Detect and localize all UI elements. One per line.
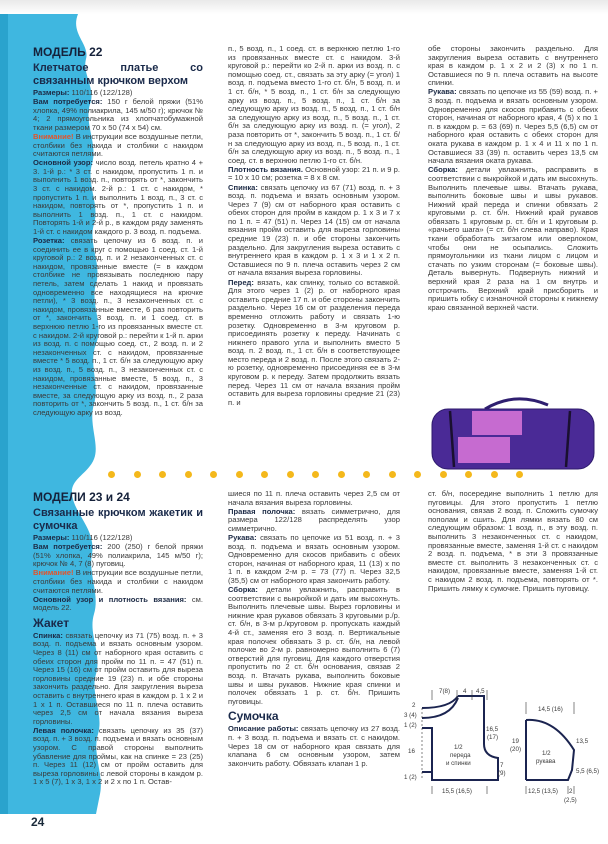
separator-dot	[414, 471, 421, 478]
body-label-1: 1/2	[454, 744, 463, 751]
dim-right-b: (17)	[487, 734, 499, 741]
left-front-continued: шиеся по 11 п. плеча оставить через 2,5 см от начала вязания выреза горловины.	[228, 489, 400, 507]
model23-column-2	[228, 490, 400, 769]
warning-label: Внимание!	[33, 131, 74, 141]
model23-column-1	[33, 490, 203, 788]
sleeve-dim-right-a: 13,5	[576, 738, 589, 745]
assembly-text: детали увлажнить, расправить в соответствии с выкройкой и дать им высохнуть. Выполнить плечевые швы. Втачать рукава, выполнить боковые швы и швы рукавов. Нижний край переда и спинки обвязать 2 круговыми р. ст. б/н. Нижний край рукавов обвязать 1 круговым р. ст. б/н и 1 круговым р. «рачьего шага» (= ст. б/н слева направо). Края ткани обработать зигзагом или оверлоком, чтобы они не осыпались. Сложить прямоугольники из ткани лицом с лицом и стачать по узким сторонам (= боковые швы). Деталь вывернуть. Подвернуть нижний и верхний края 2 раза на 1 см внутрь и отстрочить. Верхний край присборить и пришить юбку с изнаночной стороны к нижнему краю связанной верхней части.	[428, 165, 598, 312]
bag-continued: ст. б/н, посередине выполнить 1 петлю для пуговицы. Для этого пропустить 1 петлю основания, связав 2 возд. п. Сложить сумочку пополам и сшить. Для лямки вязать 80 см следующим образом: 1 возд. п., в эту возд. п. выполнить 3 незаконченных ст. с накидом, провязанные вместе, заменяя 1-й ст. с накидом 2 возд. п. подъема, * в эти 3 провязанные вместе ст. выполнить 3 незаконченных ст. с накидом, провязанные вместе, заменяя 1-й ст. с накидом 2 возд. п. подъема, повторять от *. Пришить лямку к сумочке. Пришить пуговицу.	[428, 489, 598, 593]
rosette-text: связать цепочку из 6 возд. п. и соединить ее в круг с помощью 1 соед. ст. 1-й круговой р.: 2 возд. п. и 2 незаконченных ст. с накидом, провязанные вместе (= в каждом столбике не провязывать последнюю пару петель, затем сделать 1 накид и провязать одновременно все находящиеся на крючке петли), * 3 возд. п., 3 незаконченных ст. с накидом, провязанные вместе, 6 раз повторить от *, закончить 3 возд. п. и 1 соед. ст. в верхнюю петлю 1-го из провязанных вместе ст. с накидом. 2-й круговой р.: перейти к 1-й п. арки из возд. п. с помощью соед. ст., 2 возд. п. и 2 незаконченных ст. с накидом, провязанные вместе * 5 возд. п., 1 ст. б/н за следующую арку из возд. п., 5 возд. п., 3 незаконченных ст. с накидом, провязанные вместе, 5 возд. п., 3 незаконченные ст. с накидом, провязанные вместе, за следующую арку из возд. п., 2 раза повторить от *, закончить 5 возд. п., 1 ст. б/н за следующую арку из возд.	[33, 236, 203, 417]
sleeves-text: связать по цепочке из 51 возд. п. + 3 возд. п. подъема и вязать основным узором. Одновременно для скосов прибавить с обеих сторон, начиная от наборного края, 11 (13) х по 1 п. в каждом 2-м р. = 73 (77) п. Через 32,5 (35,5) см от наборного края закончить работу.	[228, 532, 400, 585]
separator-dot	[134, 471, 141, 478]
assembly-label: Сборка:	[428, 165, 458, 175]
sizes-label: Размеры:	[33, 533, 70, 542]
model22-title: Клетчатое платье со связанным крючком верхом	[33, 62, 203, 87]
model22-column-2	[228, 45, 400, 408]
dim-top-c: 4,5	[476, 688, 485, 695]
warning-text: В инструкции все воздушные петли, столбики без накида и столбики с накидом считаются петлями.	[33, 131, 203, 159]
separator-dot	[491, 471, 498, 478]
rosette-label: Розетка:	[33, 236, 65, 246]
sleeves-label: Рукава:	[428, 87, 457, 97]
separator-dot	[236, 471, 243, 478]
sleeve-dim-left-a: 19	[512, 738, 519, 745]
materials-label: Вам потребуется:	[33, 97, 103, 107]
separator-dot	[516, 471, 523, 478]
back-label: Спинка:	[228, 182, 258, 192]
sleeve-dim-right-b: 5,5 (6,5)	[576, 768, 600, 775]
back-label: Спинка:	[33, 630, 63, 640]
separator-dot	[108, 471, 115, 478]
dim-left-d: 16	[408, 748, 415, 755]
pattern-scheme	[402, 688, 608, 808]
rosette-continued: п., 5 возд. п., 1 соед. ст. в верхнюю петлю 1-го из провязанных вместе ст. с накидом. 3-й круговой р.: перейти ко 2-й п. арки из возд. п. с помощью соед. ст., связать за эту арку (= угол) 1 возд. п. подъема вместо 1-го ст. б/н, 5 возд. п. и 1 ст. б/н, * 5 возд. п., 1 ст. б/н за следующую арку из возд. п., 5 возд. п., 1 ст. б/н за следующую арку из возд. п., 5 возд. п., 1 ст. б/н за следующую арку из возд. п., 5 возд. п., 1 ст. б/н за следующую арку из возд. п. (= угол), 2 раза повторить от *, закончить 5 возд. п., 1 ст. б/н за следующую арку из возд. п., 5 возд. п., 1 ст. б/н за следующую арку из возд. п., 5 возд. п., 1 соед. ст. в верхнюю петлю 1-го ст. б/н.	[228, 44, 400, 165]
page-number: 24	[31, 815, 45, 829]
dim-right-d: (9)	[498, 770, 506, 777]
back-text: связать цепочку из 67 (71) возд. п. + 3 возд. п. подъема и вязать основным узором. Через 7 (9) см от наборного края оставить с обеих сторон для пройм в каждом р. 1 х 3 и 7 х по 1 п. = 47 (51) п. Через 14 (15) см от начала вязания пройм оставить для выреза горловины средние 19 (23) п. и обе стороны закончить раздельно. Для закругления выреза оставить с внутреннего края в каждом р. 1 х 3 и 1 х 2 п. Оставшиеся по 9 п. плеча оставить через 2 см от начала вязания выреза горловины.	[228, 182, 400, 278]
gauge-text: Основной узор: 21 п. и 9 р. = 10 х 10 см; розетка = 8 х 8 см.	[228, 164, 400, 183]
separator-dot	[363, 471, 370, 478]
front-text: вязать, как спинку, только со вставкой. Для этого через 1 (2) р. от наборного края оставить средние 17 п. и обе стороны закончить раздельно. Через 16 см от разделения переда временно отложить работу и связать 1-ю розетку. Одновременно в 3-м круговом р. присоединять розетку к переду. Начинать с нижнего правого угла и выполнить вместо 5 возд. п. 2 возд. п., 1 ст. б/н в соответствующее место переда и 2 возд. п. После этого связать 2-ю розетку, одновременно присоединяя ее в 3-м круговом р. к переду. Затем продолжить вязать перед. Через 11 см от начала вязания пройм оставить для выреза горловины средние 21 (23) п. и	[228, 277, 400, 407]
dim-left-b: 3 (4)	[404, 712, 417, 719]
model22-heading: МОДЕЛЬ 22	[33, 45, 103, 59]
assembly-text: детали увлажнить, расправить в соответствии с выкройкой и дать им высохнуть. Выполнить плечевые швы. Вырез горловины и нижние края рукавов обвязать 3 круговыми р./р. ст. б/н, в 3-м р./круговом р. пропускать каждый 4-й ст., заменяя его 3 возд. п. Вертикальные края полочек обвязать 3 р. ст. б/н, на левой полочке во 2-м р. равномерно выполнить 6 (7) отверстий для пуговиц. Для каждого отверстия пропустить по 2 ст. б/н основания, связав 2 возд. п. Втачать рукава, выполнить боковые швы и швы рукавов. Нижние края спинки и полочек обвязать 1 р. ст. б/н. Пришить пуговицы.	[228, 585, 400, 706]
separator-dot	[261, 471, 268, 478]
jacket-heading: Жакет	[33, 615, 70, 630]
separator-dot	[465, 471, 472, 478]
model23-title: Связанные крючком жакетик и сумочка	[33, 507, 203, 532]
dim-right-a: 16,5	[486, 726, 499, 733]
bag-text: связать цепочку из 27 возд. п. + 3 возд. п. подъема и вязать ст. с накидом. Через 18 см от наборного края связать для клапана 6 см основным узором, затем закончить работу. Обвязать клапан 1 р.	[228, 724, 400, 768]
left-front-text: связать цепочку из 35 (37) возд. п. + 3 возд. п. подъема и вязать основным узором. С правой стороны выполнить убавление для проймы, как на спинке = 23 (25) п. Через 11 (12) см от пройм оставить для выреза горловины с левой стороны в каждом р. 1 х 5 (7), 1 х 3, 1 х 2 и 2 х по 1 п. Остав-	[33, 725, 203, 787]
back-text: связать цепочку из 71 (75) возд. п. + 3 возд. п. подъема и вязать основным узором. Через 8 (11) см от наборного края оставить с обеих сторон для пройм по 11 п. = 47 (51) п. Через 15 (16) см от пройм оставить для выреза горловины средние 19 (23) п. и обе стороны закончить раздельно. Для закругления выреза оставить с внутреннего края в каждом р. 1 х 2 и 1 х 1 п. Оставшиеся по 11 п. плеча оставить через 2,5 см от начала вязания выреза горловины.	[33, 630, 203, 726]
warning-text: В инструкции все воздушные петли, столбики без накида и столбики с накидом считаются петлями.	[33, 568, 203, 595]
materials-value: 150 г белой пряжи (51% хлопка, 49% полиакрила, 145 м/50 г); крючок № 4; 2 прямоугольника из хлопчатобумажной ткани размером 70 х 50 (74 х 54) см.	[33, 97, 203, 132]
right-front-text: вязать симметрично, для размера 122/128 распределять узор симметрично.	[228, 506, 400, 533]
model23-heading: МОДЕЛИ 23 и 24	[33, 490, 130, 504]
bag-photo	[430, 395, 605, 480]
bag-heading: Сумочка	[228, 709, 279, 724]
dim-top-a: 7(8)	[439, 688, 451, 695]
separator-dot	[210, 471, 217, 478]
sleeve-dim-top: 14,5 (16)	[538, 706, 563, 713]
sleeve-dim-bottom-a: 12,5 (13,5)	[528, 788, 558, 795]
pattern-text: число возд. петель кратно 4 + 3. 1-й р.: * 3 ст. с накидом, пропустить 1 п. и выполнить 1 возд. п., повторять от *, закончить 3 ст. с накидом. 2-й р.: 1 ст. с накидом, * пропустить 1 п. и выполнить 1 возд. п., 3 ст. с накидом, повторять от *, пропустить 1 п. и выполнить 1 возд. п., 1 ст. с накидом. Повторять 1-й и 2-й р., в каждом ряду заменять 1-й ст. с накидом каждого р. 3 возд. п. подъема.	[33, 158, 203, 236]
dim-top-b: 4	[463, 688, 467, 695]
model22-column-1	[33, 45, 203, 418]
separator-dot	[440, 471, 447, 478]
body-label-3: и спинки	[446, 760, 471, 767]
sizes-label: Размеры:	[33, 88, 70, 97]
sleeve-dim-bottom-c: (2,5)	[564, 797, 577, 804]
sleeve-label-1: 1/2	[542, 750, 551, 757]
sleeves-label: Рукава:	[228, 532, 257, 542]
assembly-label: Сборка:	[228, 585, 258, 595]
sizes-value: 110/116 (122/128)	[71, 533, 133, 542]
sleeve-label-2: рукава	[536, 758, 556, 765]
page-top-edge	[0, 0, 608, 14]
pattern-label: Основной узор:	[33, 158, 93, 168]
separator-dot	[389, 471, 396, 478]
sleeves-text: связать по цепочке из 55 (59) возд. п. + 3 возд. п. подъема и вязать основным узором. Одновременно для скосов прибавить с обеих сторон, начиная от наборного края, 4 (5) х по 1 п. в каждом р. = 63 (69) п. Через 5,5 (6,5) см от наборного края оставить с обеих сторон для оката рукава в каждом р. 1 х 4 и 11 х по 1 п. Оставшиеся 33 (39) п. оставить через 13,5 см начала вязания оката рукава.	[428, 87, 598, 166]
dotted-separator	[108, 470, 538, 480]
dim-bottom: 15,5 (16,5)	[442, 788, 472, 795]
gauge-label: Плотность вязания.	[228, 164, 303, 174]
right-front-label: Правая полочка:	[228, 506, 296, 516]
front-label: Перед:	[228, 277, 254, 287]
sizes-value: 110/116 (122/128)	[71, 88, 133, 97]
sleeve-dim-left-b: (20)	[510, 746, 522, 753]
separator-dot	[338, 471, 345, 478]
dim-right-c: 7	[500, 762, 504, 769]
separator-dot	[287, 471, 294, 478]
pattern-label: Основной узор и плотность вязания:	[33, 594, 187, 604]
separator-dot	[185, 471, 192, 478]
sleeve-dim-bottom-b: 2	[569, 788, 573, 795]
front-continued: обе стороны закончить раздельно. Для закругления выреза оставить с внутреннего края в каждом р. 1 х 2 и 2 (3) х по 1 п. Оставшиеся по 9 п. плеча оставить на высоте спинки.	[428, 44, 598, 88]
dim-left-e: 1 (2)	[404, 774, 417, 781]
dim-left-a: 2	[412, 702, 416, 709]
materials-label: Вам потребуется:	[33, 542, 103, 552]
body-label-2: переда	[450, 752, 471, 759]
separator-dot	[312, 471, 319, 478]
left-front-label: Левая полочка:	[33, 725, 94, 735]
dim-left-c: 1 (2)	[404, 722, 417, 729]
separator-dot	[159, 471, 166, 478]
model22-column-3	[428, 45, 598, 313]
warning-label: Внимание!	[33, 568, 74, 578]
model23-column-3	[428, 490, 598, 594]
materials-value: 200 (250) г белой пряжи (51% хлопка, 49% полиакрила, 145 м/50 г); крючок № 4, 7 (8) пуговиц.	[33, 542, 203, 569]
bag-label: Описание работы:	[228, 724, 299, 734]
pattern-text: см. модель 22.	[33, 594, 203, 613]
